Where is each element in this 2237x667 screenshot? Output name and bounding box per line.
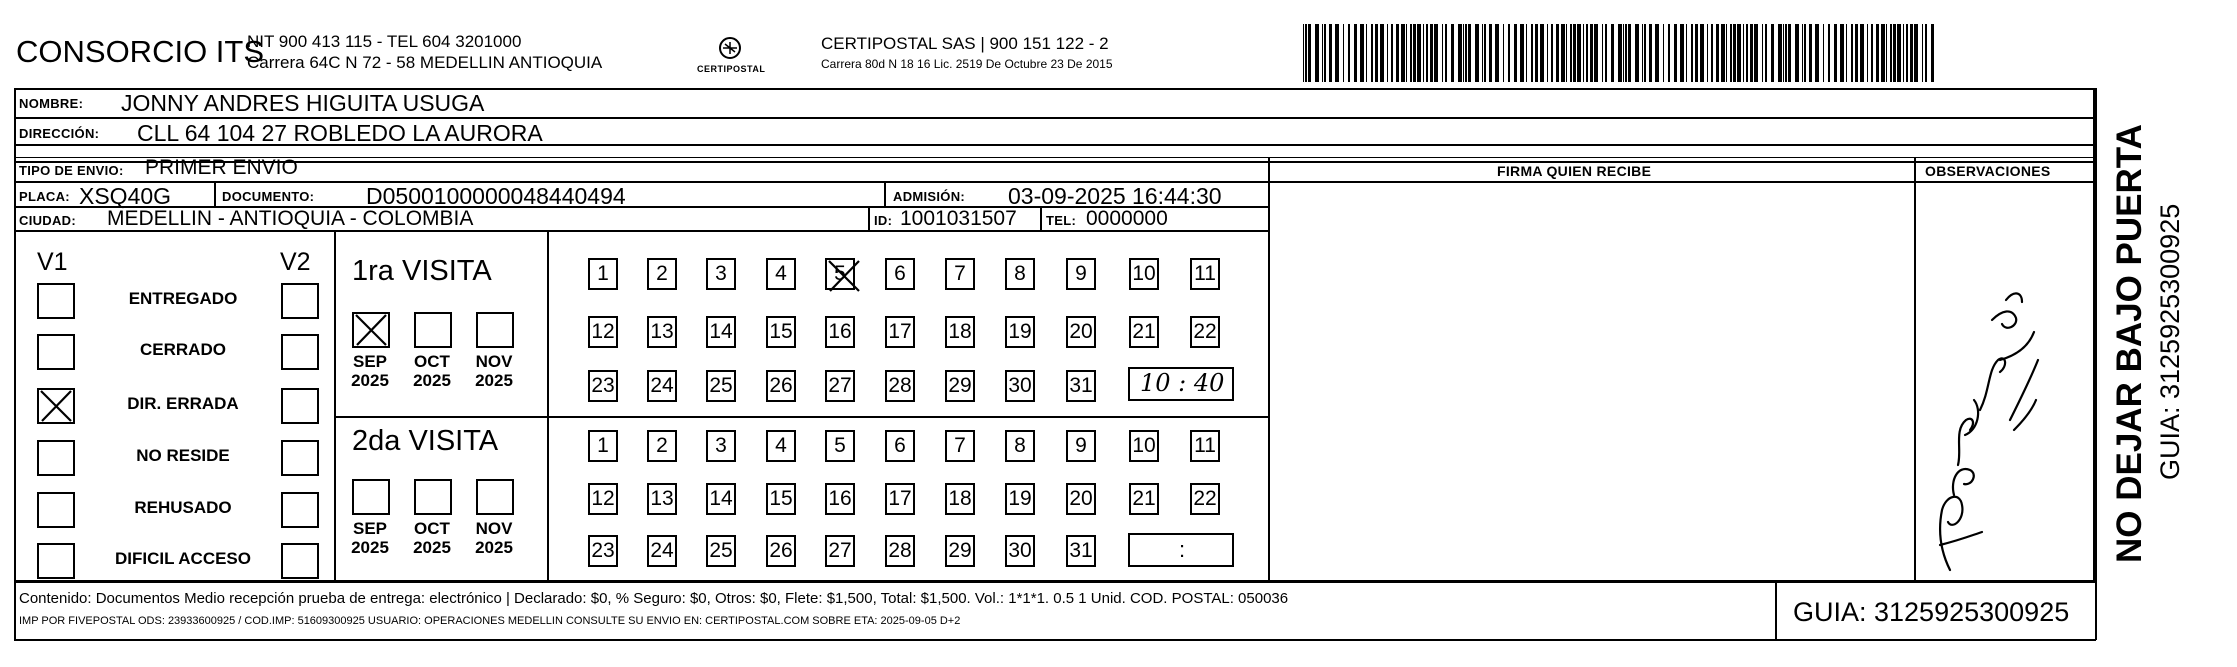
barcode-bar [1668,24,1670,82]
month-checkbox [414,479,452,515]
barcode-bar [1876,24,1879,82]
barcode-bar [1737,24,1741,82]
documento-value: D0500100000048440494 [366,183,626,209]
barcode-bar [1426,24,1428,82]
day-box: 1 [588,430,618,462]
barcode-bar [1903,24,1904,82]
barcode-bar [1566,24,1567,82]
barcode-bar [1489,24,1492,82]
barcode-bar [1531,24,1533,82]
barcode-bar [1463,24,1464,82]
month-label [342,519,398,557]
barcode-bar [1573,24,1576,82]
barcode-bar [1577,24,1581,82]
admision-value: 03-09-2025 16:44:30 [1008,183,1222,209]
barcode-bar [1514,24,1517,82]
barcode-bar [1726,24,1727,82]
footer-guia: GUIA: 3125925300925 [1793,597,2070,627]
status-label: DIFICIL ACCESO [114,549,251,568]
company-name: CONSORCIO ITS [16,34,265,69]
day-box: 22 [1190,483,1220,515]
documento-label: DOCUMENTO: [222,189,315,204]
day-box: 2 [647,258,677,290]
barcode-bar [1495,24,1499,82]
day-box: 9 [1066,258,1096,290]
day-box: 20 [1066,483,1096,515]
barcode-bar [1730,24,1732,82]
day-box: 27 [825,370,855,402]
barcode-bar [1906,24,1908,82]
barcode-bar [1547,24,1548,82]
nombre-label: NOMBRE: [19,96,84,111]
placa-label: PLACA: [19,189,70,204]
month-label [342,352,398,390]
barcode-bar [1508,24,1510,82]
day-box: 10 [1129,258,1159,290]
barcode-bar [1468,24,1471,82]
day-box: 16 [825,483,855,515]
v2-checkbox [281,334,319,370]
v2-checkbox [281,492,319,528]
month-label [466,352,522,390]
barcode-bar [1846,24,1847,82]
barcode-bar [1644,24,1646,82]
v2-header: V2 [280,248,311,276]
v1-checkbox [37,543,75,579]
tipo-envio-value: PRIMER ENVIO [145,156,298,179]
day-box: 11 [1190,430,1220,462]
barcode-bar [1410,24,1412,82]
barcode-bar [1815,24,1819,82]
barcode-bar [1691,24,1693,82]
barcode-bar [1680,24,1684,82]
barcode-bar [1778,24,1782,82]
barcode-bar [1618,24,1622,82]
barcode-bar [1423,24,1424,82]
month-year: 2025 [351,538,389,557]
month-year: 2025 [413,538,451,557]
day-box: 26 [766,535,796,567]
status-label: NO RESIDE [136,446,230,465]
day-box: 23 [588,535,618,567]
barcode-bar [1445,24,1447,82]
day-box: 5 [825,258,855,290]
day-box: 23 [588,370,618,402]
month-name: NOV [475,352,513,371]
barcode-bar [1711,24,1713,82]
placa-value: XSQ40G [79,183,172,209]
address-line: Carrera 64C N 72 - 58 MEDELLIN ANTIOQUIA [247,53,603,72]
x-mark-icon [352,312,390,348]
id-value: 1001031507 [900,207,1017,230]
status-label: REHUSADO [134,498,232,517]
barcode-bar [1401,24,1405,82]
barcode-bar [1700,24,1704,82]
month-checkbox [352,479,390,515]
barcode-bar [1743,24,1744,82]
second-visit-time-box [1128,533,1234,567]
barcode-bar [1475,24,1479,82]
day-box: 20 [1066,316,1096,348]
barcode-bar [1322,24,1323,82]
barcode-bar [1406,24,1407,82]
observaciones-header: OBSERVACIONES [1925,163,2051,179]
direccion-label: DIRECCIÓN: [19,126,100,141]
day-box: 13 [647,483,677,515]
month-checkbox [476,312,514,348]
barcode-bar [1655,24,1659,82]
month-name: NOV [475,519,513,538]
barcode-bar [1305,24,1307,82]
footer-print-line: IMP POR FIVEPOSTAL ODS: 23933600925 / COD.IMP: 51609300925 USUARIO: OPERACIONES MEDELLIN CONSULTE SU ENVIO EN: CERTIPOSTAL.COM SOBRE ETA: 2025-09-05 D+2 [19,615,961,627]
month-name: OCT [414,519,450,538]
month-checkbox [414,312,452,348]
barcode-bar [1721,24,1725,82]
barcode-bar [1881,24,1885,82]
day-box: 21 [1129,483,1159,515]
barcode-bar [1625,24,1627,82]
barcode-bar [1343,24,1344,82]
barcode-bar [1540,24,1544,82]
status-label: ENTREGADO [128,289,238,308]
ciudad-value: MEDELLIN - ANTIOQUIA - COLOMBIA [107,207,474,230]
barcode-bar [1396,24,1399,82]
barcode-bar [1315,24,1319,82]
barcode-bar [1762,24,1763,82]
certipostal-line1: CERTIPOSTAL SAS | 900 151 122 - 2 [821,34,1109,53]
barcode-bar [1413,24,1416,82]
barcode-bar [1754,24,1758,82]
day-box: 15 [766,483,796,515]
month-name: SEP [352,519,388,538]
day-box: 11 [1190,258,1220,290]
barcode-bar [1594,24,1598,82]
barcode-bar [1430,24,1433,82]
barcode-bar [1451,24,1454,82]
day-box: 28 [885,370,915,402]
day-box: 14 [706,316,736,348]
first-visit-time: 10 : 40 [1140,369,1225,397]
barcode-bar [1733,24,1736,82]
barcode [1303,24,1935,82]
barcode-bar [1556,24,1559,82]
barcode-bar [1783,24,1784,82]
barcode-bar [1828,24,1830,82]
nombre-value: JONNY ANDRES HIGUITA USUGA [121,90,485,116]
barcode-bar [1590,24,1593,82]
barcode-bar [1482,24,1483,82]
barcode-bar [1867,24,1868,82]
barcode-bar [1611,24,1614,82]
barcode-bar [1890,24,1892,82]
barcode-bar [1329,24,1332,82]
barcode-bar [1893,24,1896,82]
day-box: 5 [825,430,855,462]
barcode-bar [1380,24,1384,82]
day-box: 4 [766,430,796,462]
day-box: 24 [647,370,677,402]
barcode-bar [1750,24,1753,82]
barcode-bar [1649,24,1652,82]
day-box: 31 [1066,535,1096,567]
id-label: ID: [874,213,893,228]
barcode-bar [1771,24,1774,82]
barcode-bar [1520,24,1524,82]
barcode-bar [1788,24,1791,82]
day-box: 4 [766,258,796,290]
barcode-bar [1360,24,1364,82]
barcode-bar [1335,24,1339,82]
barcode-bar [1324,24,1326,82]
barcode-bar [1860,24,1864,82]
certipostal-info [821,34,1113,74]
day-box: 3 [706,258,736,290]
month-label [466,519,522,557]
barcode-bar [1583,24,1584,82]
barcode-bar [1391,24,1393,82]
firma-header: FIRMA QUIEN RECIBE [1497,163,1652,179]
barcode-bar [1922,24,1923,82]
day-box: 29 [945,370,975,402]
v1-checkbox [37,388,75,424]
side-warning: NO DEJAR BAJO PUERTA [2110,124,2149,563]
v1-checkbox [37,334,75,370]
certipostal-line2: Carrera 80d N 18 16 Lic. 2519 De Octubre 23 De 2015 [821,57,1113,71]
month-label [404,519,460,557]
day-box: 2 [647,430,677,462]
day-box: 14 [706,483,736,515]
day-box: 10 [1129,430,1159,462]
x-mark-icon [825,258,863,294]
tel-label: TEL: [1046,213,1077,228]
barcode-bar [1834,24,1837,82]
day-box: 18 [945,316,975,348]
barcode-bar [1551,24,1553,82]
day-box: 30 [1005,370,1035,402]
v1-header: V1 [37,248,68,276]
company-info [247,31,602,73]
barcode-bar [1348,24,1350,82]
barcode-bar [1503,24,1504,82]
barcode-bar [1434,24,1438,82]
barcode-bar [1635,24,1639,82]
day-box: 17 [885,483,915,515]
month-year: 2025 [475,371,513,390]
status-label: DIR. ERRADA [127,394,239,413]
x-mark-icon [37,388,75,424]
month-year: 2025 [475,538,513,557]
barcode-bar [1804,24,1806,82]
v2-checkbox [281,388,319,424]
day-box: 28 [885,535,915,567]
handwritten-signature [1910,260,2050,580]
day-box: 15 [766,316,796,348]
barcode-bar [1387,24,1388,82]
direccion-value: CLL 64 104 27 ROBLEDO LA AURORA [137,120,543,146]
day-box: 31 [1066,370,1096,402]
barcode-bar [1642,24,1643,82]
v2-checkbox [281,440,319,476]
barcode-bar [1674,24,1677,82]
first-visit-time-box [1128,367,1234,401]
barcode-bar [1707,24,1708,82]
barcode-bar [1809,24,1812,82]
footer-content-line: Contenido: Documentos Medio recepción prueba de entrega: electrónico | Declarado: $0, % Seguro: $0, Otros: $0, Flete: $1,500, Total: $1,500. Vol.: 1*1*1. 0.5 1 Unid. COD. POSTAL: 050036 [19,590,1289,607]
day-box: 6 [885,258,915,290]
barcode-bar [1802,24,1803,82]
month-name: SEP [352,352,388,371]
barcode-bar [1570,24,1572,82]
month-checkbox [352,312,390,348]
barcode-bar [1605,24,1607,82]
day-box: 26 [766,370,796,402]
logo-text: CERTIPOSTAL [697,64,766,74]
barcode-bar [1366,24,1367,82]
month-label [404,352,460,390]
v2-checkbox [281,283,319,319]
month-checkbox [476,479,514,515]
barcode-bar [1586,24,1588,82]
day-box: 7 [945,258,975,290]
barcode-bar [1535,24,1538,82]
day-box: 7 [945,430,975,462]
barcode-bar [1465,24,1467,82]
barcode-bar [1931,24,1934,82]
v1-checkbox [37,440,75,476]
barcode-bar [1855,24,1858,82]
day-box: 3 [706,430,736,462]
barcode-bar [1442,24,1443,82]
barcode-bar [1914,24,1918,82]
day-box: 19 [1005,316,1035,348]
barcode-bar [1623,24,1624,82]
barcode-bar [1663,24,1664,82]
day-box: 8 [1005,258,1035,290]
barcode-bar [1716,24,1719,82]
first-visit-title: 1ra VISITA [352,255,492,287]
barcode-bar [1484,24,1486,82]
tel-value: 0000000 [1086,207,1168,230]
barcode-bar [1308,24,1311,82]
barcode-bar [1795,24,1799,82]
month-year: 2025 [351,371,389,390]
day-box: 8 [1005,430,1035,462]
day-box: 29 [945,535,975,567]
barcode-bar [1561,24,1565,82]
tipo-envio-label: TIPO DE ENVIO: [19,163,124,178]
ciudad-label: CIUDAD: [19,213,76,228]
barcode-bar [1371,24,1373,82]
barcode-bar [1765,24,1767,82]
day-box: 12 [588,316,618,348]
day-box: 24 [647,535,677,567]
barcode-bar [1785,24,1787,82]
barcode-bar [1823,24,1824,82]
barcode-bar [1602,24,1603,82]
barcode-bar [1925,24,1927,82]
barcode-bar [1458,24,1462,82]
barcode-bar [1897,24,1901,82]
day-box: 25 [706,370,736,402]
status-label: CERRADO [140,340,226,359]
nit-line: NIT 900 413 115 - TEL 604 3201000 [247,32,522,51]
second-visit-time: : [1179,537,1186,562]
barcode-bar [1686,24,1687,82]
barcode-bar [1354,24,1357,82]
day-box: 16 [825,316,855,348]
day-box: 25 [706,535,736,567]
barcode-bar [1303,24,1304,82]
barcode-bar [1695,24,1698,82]
day-box: 12 [588,483,618,515]
day-box: 17 [885,316,915,348]
v1-checkbox [37,283,75,319]
barcode-bar [1746,24,1748,82]
v2-checkbox [281,543,319,579]
barcode-bar [1840,24,1844,82]
day-box: 19 [1005,483,1035,515]
month-year: 2025 [413,371,451,390]
barcode-bar [1871,24,1873,82]
day-box: 13 [647,316,677,348]
day-box: 30 [1005,535,1035,567]
day-box: 1 [588,258,618,290]
barcode-bar [1851,24,1853,82]
barcode-bar [1886,24,1887,82]
admision-label: ADMISIÓN: [893,189,966,204]
day-box: 9 [1066,430,1096,462]
month-name: OCT [414,352,450,371]
day-box: 6 [885,430,915,462]
day-box: 22 [1190,316,1220,348]
v1-checkbox [37,492,75,528]
barcode-bar [1628,24,1631,82]
barcode-bar [1417,24,1421,82]
barcode-bar [1910,24,1913,82]
day-box: 27 [825,535,855,567]
second-visit-title: 2da VISITA [352,425,499,457]
barcode-bar [1375,24,1378,82]
side-guia: GUIA: 3125925300925 [2155,203,2185,480]
day-box: 21 [1129,316,1159,348]
barcode-bar [1526,24,1527,82]
day-box: 18 [945,483,975,515]
